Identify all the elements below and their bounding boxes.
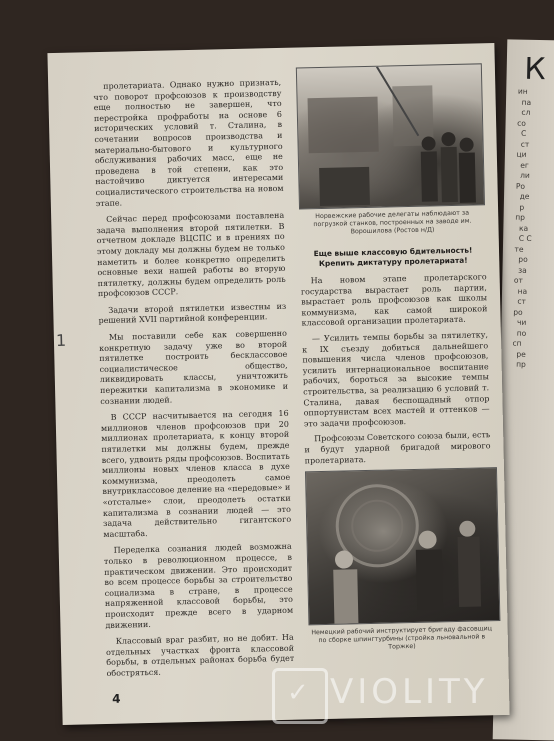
- adjacent-page-fragment: ци: [516, 149, 527, 159]
- adjacent-page-fragment: за: [518, 265, 527, 275]
- magazine-page: [47, 43, 509, 725]
- watermark-text: VIOLITY: [330, 672, 489, 712]
- section-heading-line1: Еще выше классовую бдительность!: [313, 245, 473, 259]
- adjacent-page-fragment: пр: [515, 212, 526, 222]
- adjacent-page-fragment: от: [513, 275, 523, 285]
- page-number: 4: [111, 691, 121, 706]
- adjacent-page-big-letter: К: [523, 51, 547, 88]
- paragraph: пролетариата. Однако нужно признать, что поворот профсоюзов к производству еще полностью не завершен, что перестройка профработы на основе 6 исторических условий т. Сталина, в сочетании вопросов производства и материально-бытового и культурного обслуживания рабочих масс, еще не проведена в той степени, как это настойчиво диктуется интересами социалистического строительства на новом этапе.: [93, 77, 284, 208]
- adjacent-page-fragment: со: [517, 118, 527, 128]
- pencil-margin-mark: 1: [55, 330, 67, 351]
- paragraph: На новом этапе пролетарского государства вырастает роль партии, вырастает роль профсоюзов как школы коммунизма, как самой широкой классовой организации пролетариата.: [300, 272, 488, 328]
- section-heading-line2: Крепить диктатуру пролетариата!: [318, 255, 468, 268]
- paragraph: Задачи второй пятилетки известны из решений XVII партийной конференции.: [98, 301, 287, 326]
- adjacent-page-fragment: С С: [518, 233, 532, 243]
- watermark-logo-icon: ✓: [272, 668, 328, 724]
- photo1-caption: Норвежские рабочие делегаты наблюдают за погрузкой станков, построенных на заводе им. Ворошилова (Ростов н/Д): [313, 209, 472, 236]
- paragraph: Сейчас перед профсоюзами поставлена задача выполнения второй пятилетки. В отчетном докладе ВЦСПС и в прениях по этому докладу мы должны будем не только наметить и более конкретно определить основные вехи нашей работы во вторую пятилетку, должны будем определить роль профсоюзов СССР.: [96, 210, 286, 299]
- adjacent-page-fragment: С: [520, 128, 527, 138]
- adjacent-page-fragment: Ро: [515, 181, 526, 191]
- adjacent-page-fragment: ег: [520, 160, 529, 170]
- left-text-column: [93, 78, 295, 686]
- section-heading: [300, 245, 486, 268]
- adjacent-page-fragment: ин: [517, 86, 528, 96]
- photo-german-worker-sketch: [306, 468, 499, 624]
- paragraph: В СССР насчитывается на сегодня 16 миллионов членов профсоюзов при 20 миллионах пролетариата, к концу второй пятилетки мы должны будем, прежде всего, удвоить ряды профсоюзов. Воспитать миллионы новых членов класса в духе коммунизма, преодолеть самое внутриклассовое деление на «передовые» и «отсталые» слои, преодолеть остатки капитализма в сознании людей — это задача действительно гигантского масштаба.: [100, 408, 292, 539]
- adjacent-page-fragment: те: [514, 244, 524, 254]
- paragraph: Мы поставили себе как совершенно конкретную задачу уже во второй пятилетке построить бесклассовое социалистическое общество, ликвидировать классы, уничтожить пережитки капитализма в экономике и сознании людей.: [99, 328, 289, 406]
- adjacent-page-fragment: ст: [520, 139, 530, 149]
- adjacent-page-fragment: ка: [518, 223, 529, 233]
- adjacent-page-fragment: ли: [520, 170, 530, 180]
- adjacent-page-fragments: [510, 87, 554, 371]
- adjacent-page-fragment: де: [519, 191, 530, 201]
- adjacent-page-fragment: ро: [513, 307, 523, 317]
- paragraph: — Усилить темпы борьбы за пятилетку, к IX съезду добиться дальнейшего повышения числа членов профсоюзов, усилить интернациональное воспитание рабочих, бороться за высокие темпы строительства, за реализацию 6 условий т. Сталина, давая беспощадный отпор оппортунистам всех мастей и оттенков — это задачи профсоюзов.: [302, 330, 490, 429]
- paragraph: Профсоюзы Советского союза были, есть и будут ударной бригадой мирового пролетариата.: [304, 430, 491, 465]
- photo2-caption: Немецкий рабочий инструктирует бригаду фасовщиц по сборке шпингтурбины (стройка льновальной в Торжке): [311, 625, 493, 651]
- adjacent-page-fragment: сп: [512, 338, 522, 348]
- paragraph: Классовый враг разбит, но не добит. На отдельных участках фронта классовой борьбы, в отдельных районах борьба будет обостряться.: [105, 632, 295, 678]
- right-text-column: [296, 63, 496, 665]
- adjacent-page-fragment: р: [519, 202, 525, 212]
- photo-german-worker: [305, 467, 500, 625]
- adjacent-page-fragment: пр: [516, 359, 526, 369]
- adjacent-page-fragment: на: [517, 286, 528, 296]
- adjacent-page-fragment: ре: [516, 349, 526, 359]
- adjacent-page-fragment: ро: [518, 254, 528, 264]
- photo-norwegian-delegates: [296, 63, 485, 209]
- photo-norwegian-delegates-sketch: [297, 64, 484, 208]
- adjacent-page-fragment: чи: [516, 317, 527, 327]
- paragraph: Переделка сознания людей возможна только в революционном процессе, в практическом движении. Это происходит во всем процессе борьбы за строительство социализма в стране, в процессе напряженной классовой борьбы, это происходит прежде всего в ударном движении.: [103, 542, 294, 630]
- adjacent-page-fragment: па: [521, 97, 532, 107]
- adjacent-page-fragment: ст: [517, 296, 527, 306]
- adjacent-page-fragment: по: [516, 328, 527, 338]
- adjacent-page-fragment: сл: [521, 107, 531, 117]
